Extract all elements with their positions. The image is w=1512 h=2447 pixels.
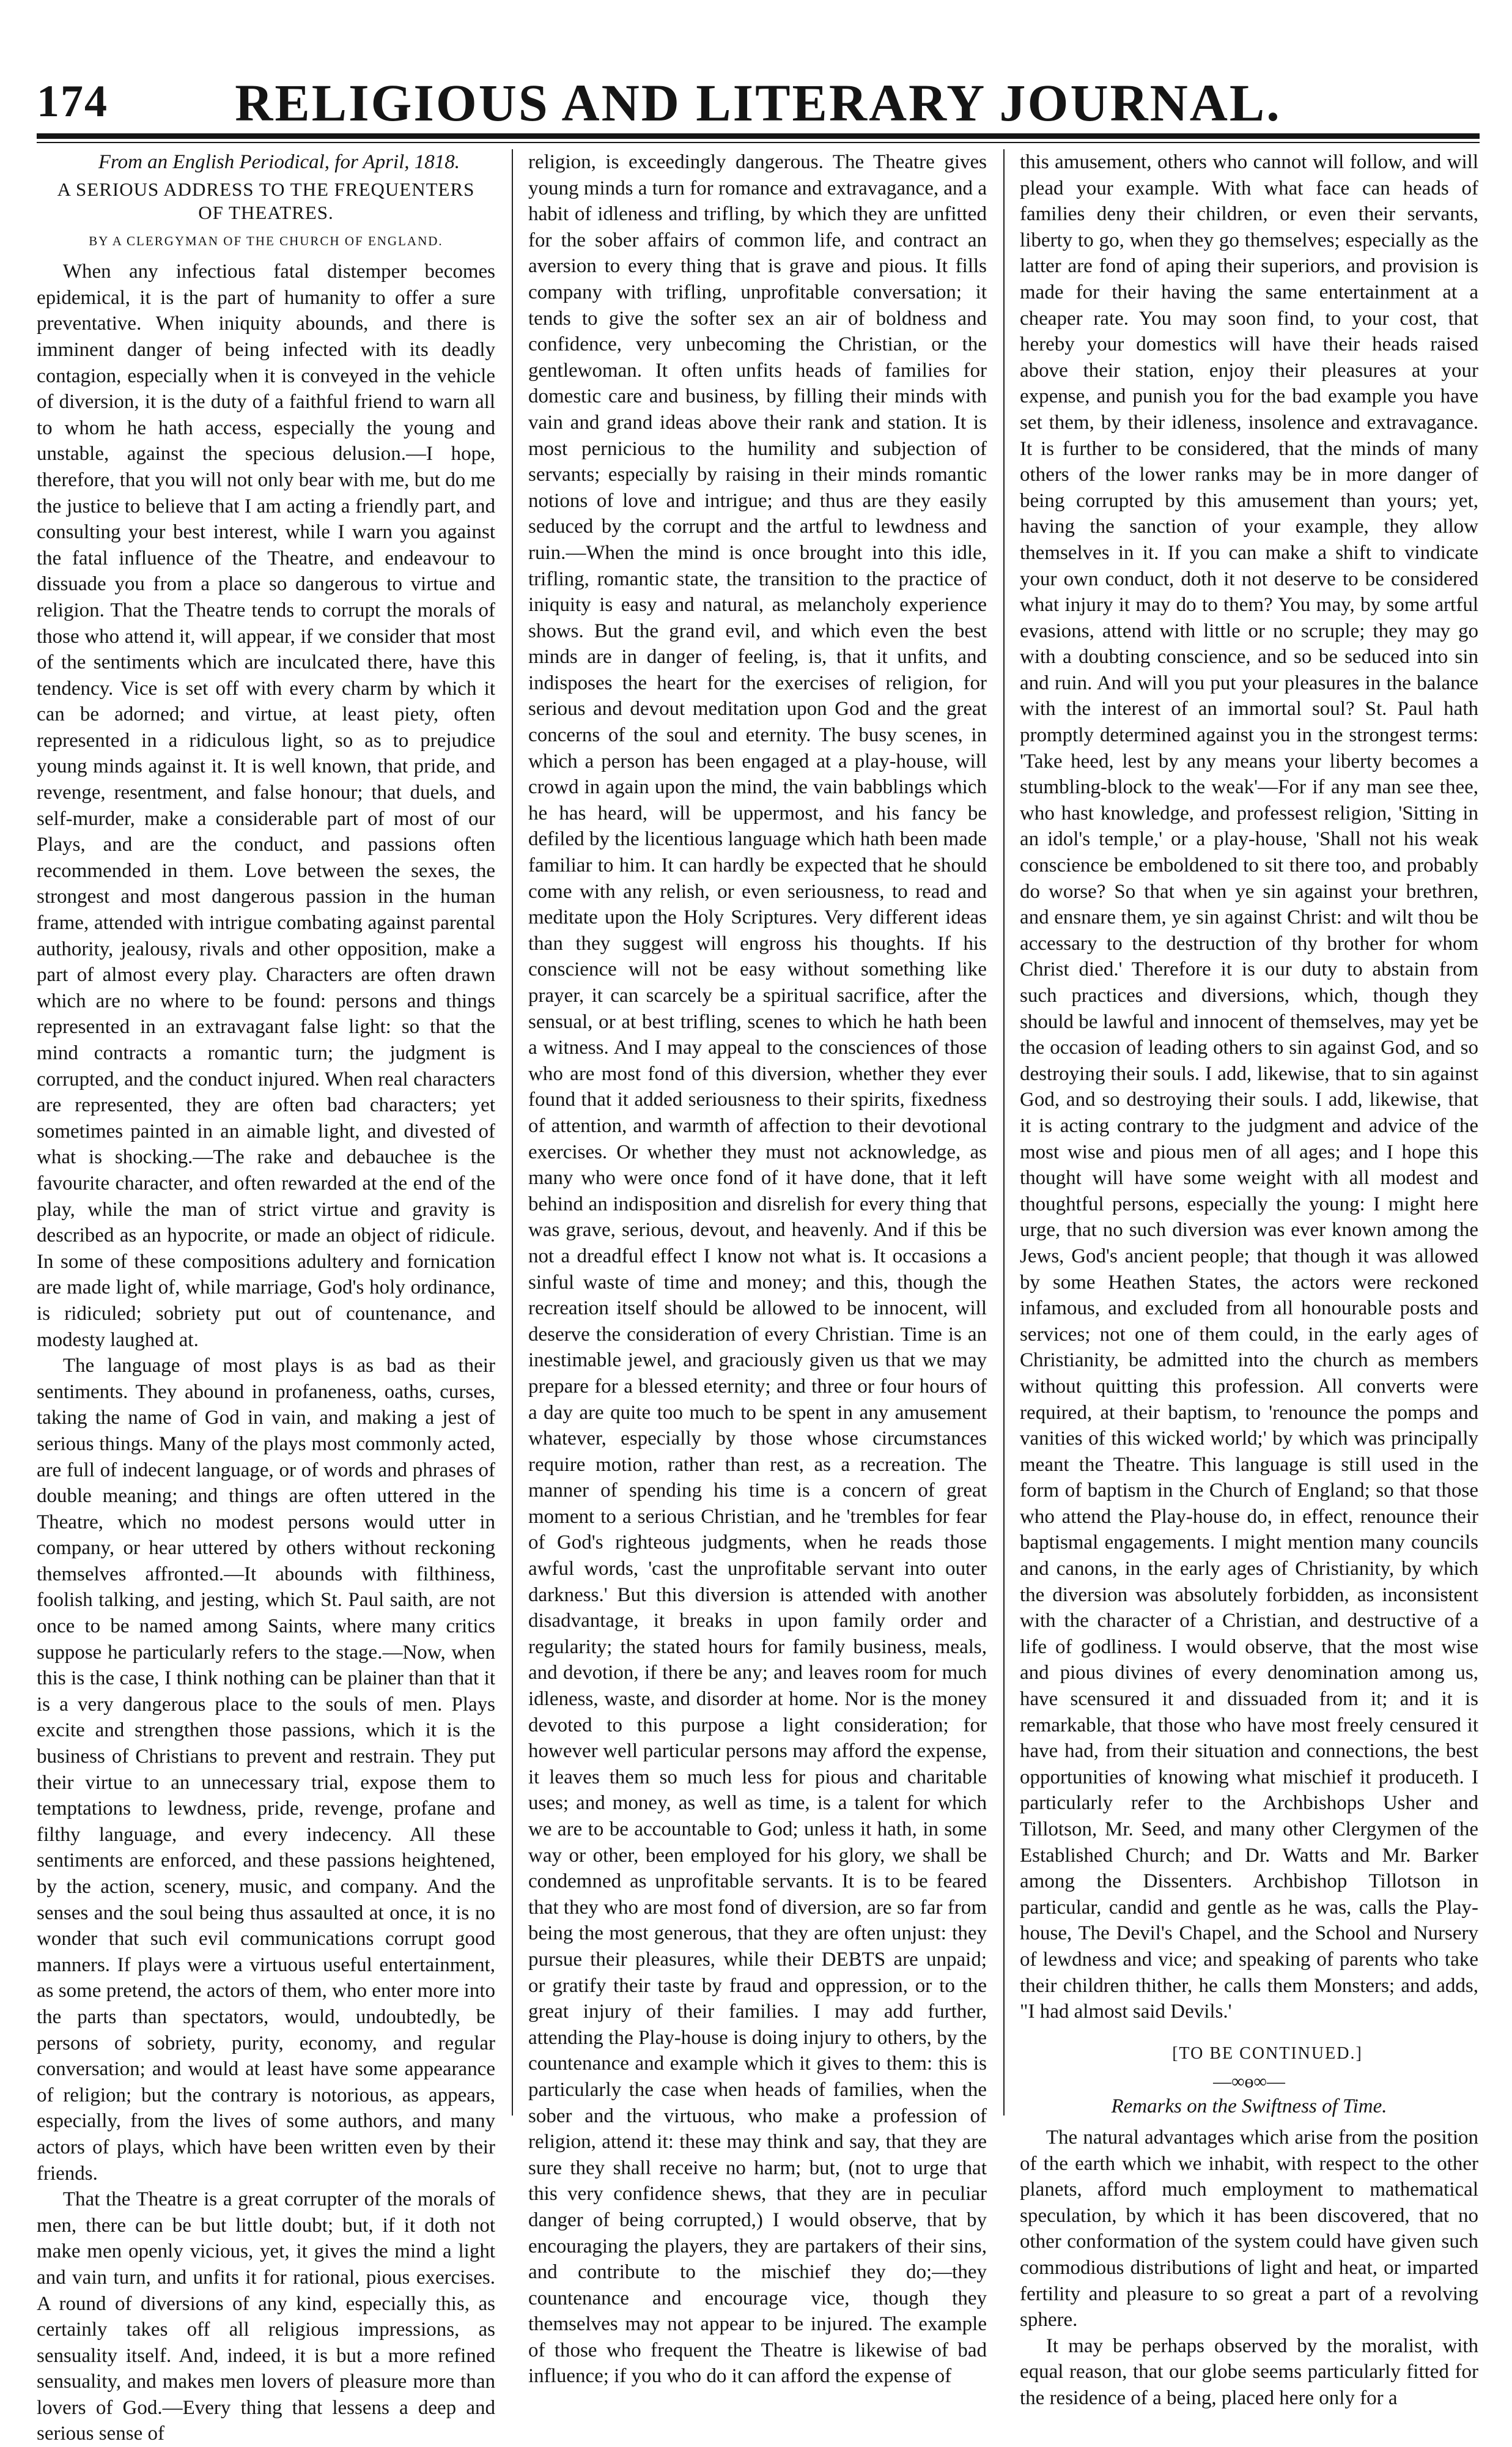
header-rule-thin [37, 142, 1480, 143]
paragraph: religion, is exceedingly dangerous. The Theatre gives young minds a turn for romance and extravagance, and a habit of idleness and trifling, by which they are unfitted for the sober affairs of common life, and contract an aversion to every thing that is grave and pious. It fills company with trifling, unprofitable conversation; it tends to give the softer sex an air of boldness and confidence, very unbecoming the Christian, or the gentlewoman. It often unfits heads of families for domestic care and business, by filling their minds with vain and grand ideas above their rank and station. It is most pernicious to the humility and subjection of servants; especially by raising in their minds romantic notions of love and intrigue; and thus are they easily seduced by the corrupt and the artful to lewdness and ruin.—When the mind is once brought into this idle, trifling, romantic state, the transition to the practice of iniquity is easy and natural, as melancholy experience shows. But the grand evil, and which even the best minds are in danger of feeling, is, that it unfits, and indisposes the heart for the exercises of religion, for serious and devout meditation upon God and the great concerns of the soul and eternity. The busy scenes, in which a person has been engaged at a play-house, will crowd in again upon the mind, the vain babblings which he has heard, will be uppermost, and his fancy be defiled by the licentious language which hath been made familiar to him. It can hardly be expected that he should come with any relish, or even seriousness, to read and meditate upon the Holy Scriptures. Very different ideas than they suggest will engross his thoughts. If his conscience will not be easy without something like prayer, it can scarcely be a spiritual sacrifice, after the sensual, or at best trifling, scenes to which he hath been a witness. And I may appeal to the consciences of those who are most fond of this diversion, whether they ever found that it added seriousness to their spirits, fixedness of attention, and warmth of affection to their devotional exercises. Or whether they must not acknowledge, as many who were once fond of it have done, that it left behind an indisposition and disrelish for every thing that was grave, serious, devout, and heavenly. And if this be not a dreadful effect I know not what is. It occasions a sinful waste of time and money; and this, though the recreation itself should be allowed to be innocent, will deserve the consideration of every Christian. Time is an inestimable jewel, and graciously given us that we may prepare for a blessed eternity; and three or four hours of a day are quite too much to be spent in any amusement whatever, especially by those whose circumstances require motion, rather than rest, as a recreation. The manner of spending his time is a concern of great moment to a serious Christian, and he 'trembles for fear of God's righteous judgments, when he reads those awful words, 'cast the unprofitable servant into outer darkness.' But this diversion is attended with another disadvantage, it breaks in upon family order and regularity; the stated hours for family business, meals, and devotion, if there be any; and leaves room for much idleness, waste, and disorder at home. Nor is the money devoted to this purpose a light consideration; for however well particular persons may afford the expense, it leaves them so much less for pious and charitable uses; and money, as well as time, is a talent for which we are to be accountable to God; unless it hath, in some way or other, been employed for his glory, we shall be condemned as unprofitable servants. It is to be feared that they who are most fond of diversion, are so far from being the most generous, that they are often unjust: they pursue their pleasures, while their DEBTS are unpaid; or gratify their taste by fraud and oppression, or to the great injury of their families. I may add further, attending the Play-house is doing injury to others, by the countenance and example which it gives to them: this is particularly the case when heads of families, when the sober and the virtuous, who make a profession of religion, attend it: these may think and say, that they are sure they shall receive no harm; but, (not to urge that this very confidence shews, that they are in peculiar danger of being corrupted,) I would observe, that by encouraging the players, they are partakers of their sins, and contribute to the mischief they do;—they countenance and encourage vice, though they themselves may not appear to be injured. The example of those who frequent the Theatre is likewise of bad influence; if you who do it can afford the expense of [528, 151, 987, 2388]
paragraph: this amusement, others who cannot will follow, and will plead your example. With what face can heads of families deny their children, or even their servants, liberty to go, when they go themselves; especially as the latter are fond of aping their superiors, and provision is made for their having the same entertainment at a cheaper rate. You may soon find, to your cost, that hereby your domestics will have their heads raised above their station, enjoy their pleasures at your expense, and punish you for the bad example you have set them, by their idleness, insolence and extravagance. It is further to be considered, that the minds of many others of the lower ranks may be in more danger of being corrupted by this amusement than yours; yet, having the sanction of your example, they allow themselves in it. If you can make a shift to vindicate your own conduct, doth it not deserve to be considered what injury it may do to them? You may, by some artful evasions, attend with little or no scruple; they may go with a doubting conscience, and so be seduced into sin and ruin. And will you put your pleasures in the balance with the interest of an immortal soul? St. Paul hath promptly determined against you in the strongest terms: 'Take heed, lest by any means your liberty becomes a stumbling-block to the weak'—For if any man see thee, who hast knowledge, and professest religion, 'Sitting in an idol's temple,' or a play-house, 'Shall not his weak conscience be emboldened to sit there too, and probably do worse? So that when ye sin against your brethren, and ensnare them, ye sin against Christ: and wilt thou be accessary to the destruction of thy brother for whom Christ died.' Therefore it is our duty to abstain from such practices and diversions, which, though they should be lawful and innocent of themselves, may yet be the occasion of leading others to sin against God, and so destroying their souls. I add, likewise, that to sin against God, and so destroying their souls. I add, likewise, that it is acting contrary to the judgment and advice of the most wise and pious men of all ages; and I hope this thought will have some weight with all modest and thoughtful persons, especially the young: I might here urge, that no such diversion was ever known among the Jews, God's ancient people; that though it was allowed by some Heathen States, the actors were reckoned infamous, and excluded from all honourable posts and services; not one of them could, in the early ages of Christianity, be admitted into the church as members without quitting this profession. All converts were required, at their baptism, to 'renounce the pomps and vanities of this wicked world;' by which was principally meant the Theatre. This language is still used in the form of baptism in the Church of England; so that those who attend the Play-house do, in effect, renounce their baptismal engagements. I might mention many councils and canons, in the early ages of Christianity, by which the diversion was absolutely forbidden, as inconsistent with the character of a Christian, and destructive of a life of godliness. I would observe, that the most wise and pious divines of every denomination among us, have scensured it and dissuaded from it; and it is remarkable, that those who have most freely censured it have had, from their situation and connections, the best opportunities of knowing what mischief it produceth. I particularly refer to the Archbishops Usher and Tillotson, Mr. Seed, and many other Clergymen of the Established Church; and Dr. Watts and Mr. Barker among the Dissenters. Archbishop Tillotson in particular, candid and gentle as he was, calls the Play-house, The Devil's Chapel, and the School and Nursery of lewdness and vice; and speaking of parents who take their children thither, he calls them Monsters; and adds, "I had almost said Devils.' [1020, 151, 1478, 2023]
article-title: A SERIOUS ADDRESS TO THE FREQUENTERS OF THEATRES. [57, 178, 475, 223]
column-divider [512, 149, 513, 2116]
journal-page [37, 22, 1480, 2445]
paragraph: When any infectious fatal distemper becomes epidemical, it is the part of humanity to offer a sure preventative. When iniquity abounds, and there is imminent danger of being infected with its deadly contagion, especially when it is conveyed in the vehicle of diversion, it is the duty of a faithful friend to warn all to whom he hath access, especially the young and unstable, against the specious delusion.—I hope, therefore, that you will not only bear with me, but do me the justice to believe that I am acting a friendly part, and consulting your best interest, while I warn you against the fatal influence of the Theatre, and endeavour to dissuade you from a place so dangerous to virtue and religion. That the Theatre tends to corrupt the morals of those who attend it, will appear, if we consider that most of the sentiments which are inculcated there, have this tendency. Vice is set off with every charm by which it can be adorned; and virtue, at least piety, often represented in a ridiculous light, so as to prejudice young minds against it. It is well known, that pride, and revenge, resentment, and false honour; that duels, and self-murder, make a considerable part of most of our Plays, and are the conduct, and passions often recommended in them. Love between the sexes, the strongest and most dangerous passion in the human frame, attended with intrigue combating against parental authority, jealousy, rivals and other opposition, make a part of almost every play. Characters are often drawn which are no where to be found: persons and things represented in an extravagant false light: so that the mind contracts a romantic turn; the judgment is corrupted, and the conduct injured. When real characters are represented, they are often bad characters; yet sometimes painted in an aimable light, and divested of what is shocking.—The rake and debauchee is the favourite character, and often rewarded at the end of the play, while the man of strict virtue and gravity is described as an hypocrite, or made an object of ridicule. In some of these compositions adultery and fornication are made light of, while marriage, God's holy ordinance, is ridiculed; sobriety put out of countenance, and modesty laughed at. [37, 261, 495, 1351]
running-title: RELIGIOUS AND LITERARY JOURNAL. [235, 73, 1282, 132]
section-ornament: —∞ɵ∞— [1213, 2071, 1285, 2092]
to-be-continued: [TO BE CONTINUED.] [1172, 2043, 1363, 2063]
article-byline: BY A CLERGYMAN OF THE CHURCH OF ENGLAND. [89, 233, 443, 248]
article-title-2: Remarks on the Swiftness of Time. [1111, 2095, 1387, 2118]
text-column-1 [37, 149, 495, 2445]
text-column-3 [1020, 149, 1478, 2409]
header-rule-thick [37, 133, 1480, 139]
paragraph: The language of most plays is as bad as their sentiments. They abound in profaneness, oaths, curses, taking the name of God in vain, and making a jest of serious things. Many of the plays most commonly acted, are full of indecent language, or of words and phrases of double meaning; and things are often uttered in the Theatre, which no modest persons would utter in company, or hear uttered by others without reckoning themselves affronted.—It abounds with filthiness, foolish talking, and jesting, which St. Paul saith, are not once to be named among Saints, where many critics suppose he particularly refers to the stage.—Now, when this is the case, I think nothing can be plainer than that it is a very dangerous place to the souls of men. Plays excite and strengthen those passions, which it is the business of Christians to prevent and restrain. They put their virtue to an unnecessary trial, expose them to temptations to lewdness, pride, revenge, profane and filthy language, and every indecency. All these sentiments are enforced, and these passions heightened, by the action, scenery, music, and company. And the senses and the soul being thus assaulted at once, it is no wonder that such evil communications corrupt good manners. If plays were a virtuous useful entertainment, as some pretend, the actors of them, who enter more into the parts than spectators, would, undoubtedly, be persons of sobriety, purity, economy, and regular conversation; and would at least have some appearance of religion; but the contrary is notorious, as appears, especially, from the lives of some authors, and many actors of plays, which have been written even by their friends. [37, 1355, 495, 2185]
article-source: From an English Periodical, for April, 1818. [98, 151, 460, 173]
text-column-2 [528, 149, 987, 2388]
paragraph: The natural advantages which arise from the position of the earth which we inhabit, with respect to the other planets, afford much employment to mathematical speculation, by which it has been discovered, that no other conformation of the system could have given such commodious distributions of light and heat, or imparted fertility and pleasure to so great a part of a revolving sphere. [1020, 2126, 1478, 2331]
paragraph: It may be perhaps observed by the moralist, with equal reason, that our globe seems particularly fitted for the residence of a being, placed here only for a [1020, 2334, 1478, 2409]
paragraph: That the Theatre is a great corrupter of the morals of men, there can be but little doubt; but, if it doth not make men openly vicious, yet, it gives the mind a light and vain turn, and unfits it for rational, pious exercises. A round of diversions of any kind, especially this, as certainly takes off all religious impressions, as sensuality itself. And, indeed, it is but a more refined sensuality, and makes men lovers of pleasure more than lovers of God.—Every thing that lessens a deep and serious sense of [37, 2188, 495, 2445]
page-header [37, 22, 1480, 132]
page-number: 174 [37, 76, 108, 127]
column-divider [1003, 149, 1005, 2116]
